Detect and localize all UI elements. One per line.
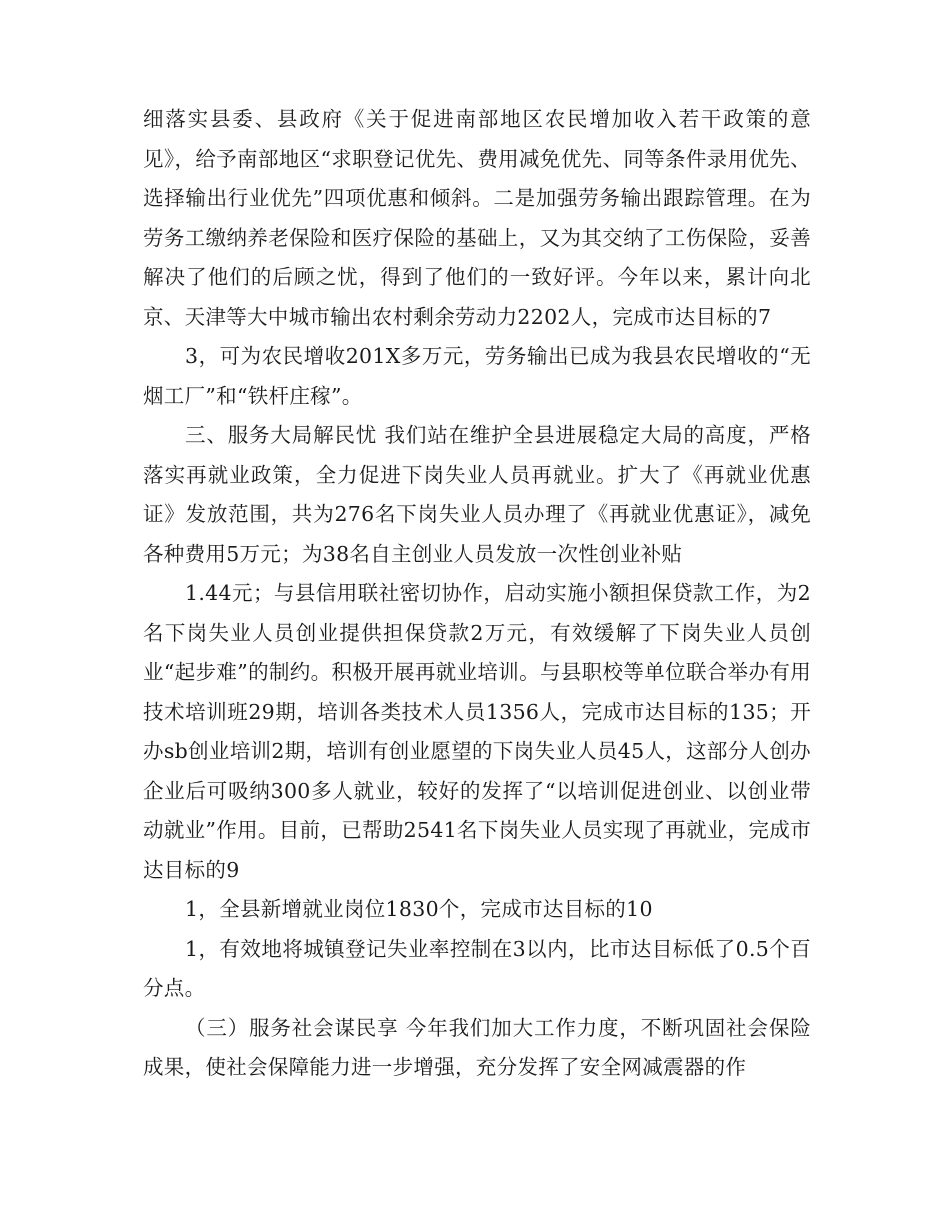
paragraph-1: 细落实县委、县政府《关于促进南部地区农民增加收入若干政策的意见》，给予南部地区“求职登记优先、费用减免优先、同等条件录用优先、选择输出行业优先”四项优惠和倾斜。二是加强劳务输出跟踪管理。在为劳务工缴纳养老保险和医疗保险的基础上，又为其交纳了工伤保险，妥善解决了他们的后顾之忧，得到了他们的一致好评。今年以来，累计向北京、天津等大中城市输出农村剩余劳动力2202人，完成市达目标的7	[143, 107, 811, 329]
document-body	[143, 100, 811, 1088]
paragraph-4: 1.44元；与县信用联社密切协作，启动实施小额担保贷款工作，为2名下岗失业人员创业提供担保贷款2万元，有效缓解了下岗失业人员创业“起步难”的制约。积极开展再就业培训。与县职校等单位联合举办有用技术培训班29期，培训各类技术人员1356人，完成市达目标的135；开办sb创业培训2期，培训有创业愿望的下岗失业人员45人，这部分人创办企业后可吸纳300多人就业，较好的发挥了“以培训促进创业、以创业带动就业”作用。目前，已帮助2541名下岗失业人员实现了再就业，完成市达目标的9	[143, 581, 811, 882]
paragraph-2: 3，可为农民增收201X多万元，劳务输出已成为我县农民增收的“无烟工厂”和“铁杆庄稼”。	[143, 344, 811, 408]
paragraph-7: （三）服务社会谋民享 今年我们加大工作力度，不断巩固社会保险成果，使社会保障能力进一步增强，充分发挥了安全网减震器的作	[143, 1015, 811, 1079]
paragraph-5: 1，全县新增就业岗位1830个，完成市达目标的10	[185, 897, 653, 921]
paragraph-3: 三、服务大局解民忧 我们站在维护全县进展稳定大局的高度，严格落实再就业政策，全力促进下岗失业人员再就业。扩大了《再就业优惠证》发放范围，共为276名下岗失业人员办理了《再就业优惠证》，减免各种费用5万元；为38名自主创业人员发放一次性创业补贴	[143, 423, 811, 566]
paragraph-6: 1，有效地将城镇登记失业率控制在3以内，比市达目标低了0.5个百分点。	[143, 936, 811, 1000]
